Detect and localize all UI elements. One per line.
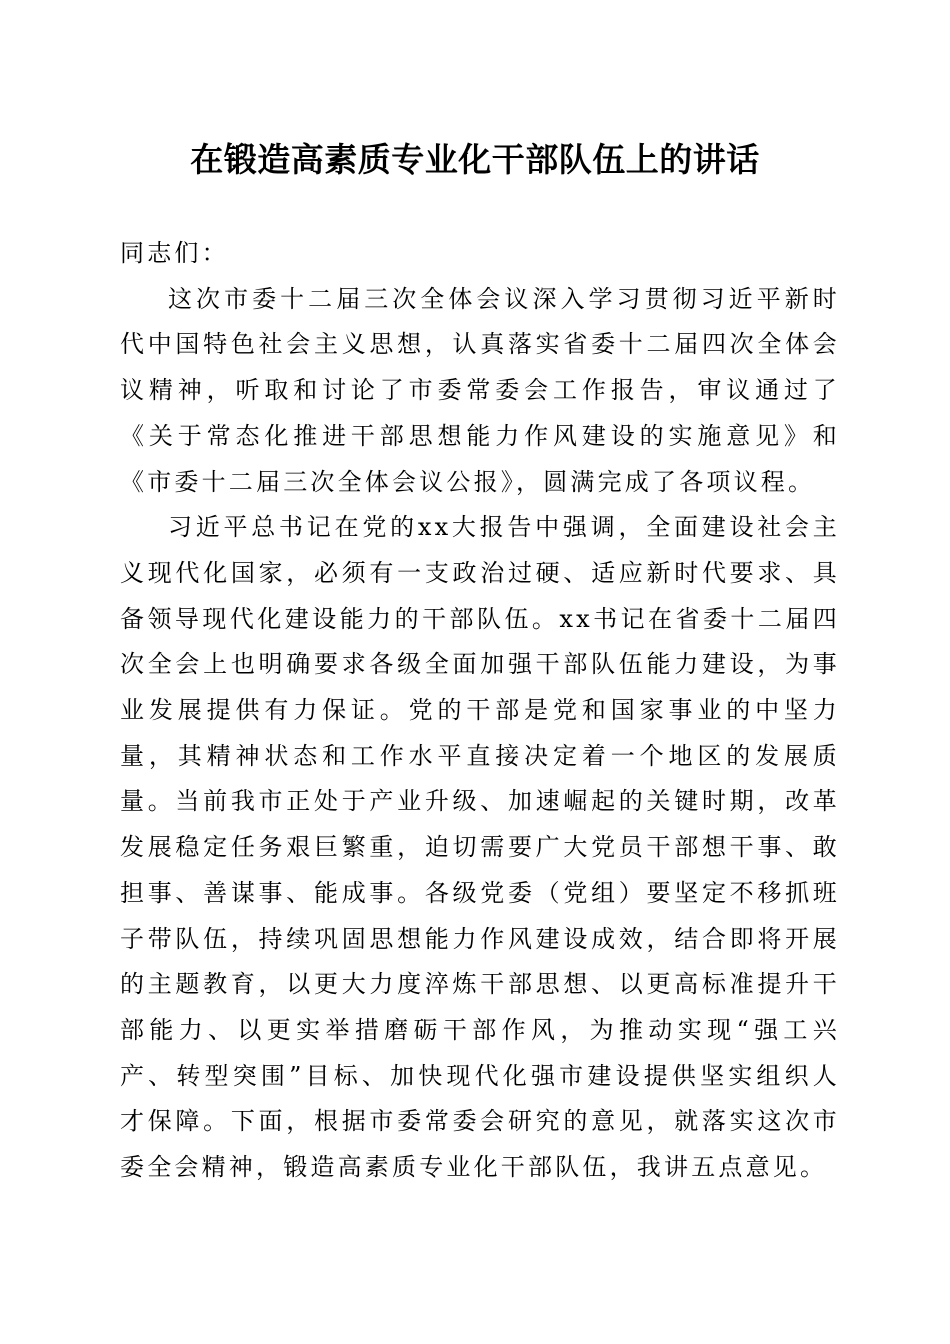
salutation: 同志们： bbox=[120, 239, 229, 267]
paragraph-2: 习近平总书记在党的xx大报告中强调，全面建设社会主义现代化国家，必须有一支政治过硬、适应新时代要求、具备领导现代化建设能力的干部队伍。xx书记在省委十二届四次全会上也明确要求各级全面加强干部队伍能力建设，为事业发展提供有力保证。党的干部是党和国家事业的中坚力量，其精神状态和工作水平直接决定着一个地区的发展质量。当前我市正处于产业升级、加速崛起的关键时期，改革发展稳定任务艰巨繁重，迫切需要广大党员干部想干事、敢担事、善谋事、能成事。各级党委（党组）要坚定不移抓班子带队伍，持续巩固思想能力作风建设成效，结合即将开展的主题教育，以更大力度淬炼干部思想、以更高标准提升干部能力、以更实举措磨砺干部作风，为推动实现“强工兴产、转型突围”目标、加快现代化强市建设提供坚实组织人才保障。下面，根据市委常委会研究的意见，就落实这次市委全会精神，锻造高素质专业化干部队伍，我讲五点意见。 bbox=[120, 513, 840, 1182]
document-body bbox=[120, 231, 840, 1191]
document-title: 在锻造高素质专业化干部队伍上的讲话 bbox=[190, 140, 760, 179]
paragraph-1: 这次市委十二届三次全体会议深入学习贯彻习近平新时代中国特色社会主义思想，认真落实省委十二届四次全体会议精神，听取和讨论了市委常委会工作报告，审议通过了《关于常态化推进干部思想能力作风建设的实施意见》和《市委十二届三次全体会议公报》，圆满完成了各项议程。 bbox=[120, 284, 840, 496]
